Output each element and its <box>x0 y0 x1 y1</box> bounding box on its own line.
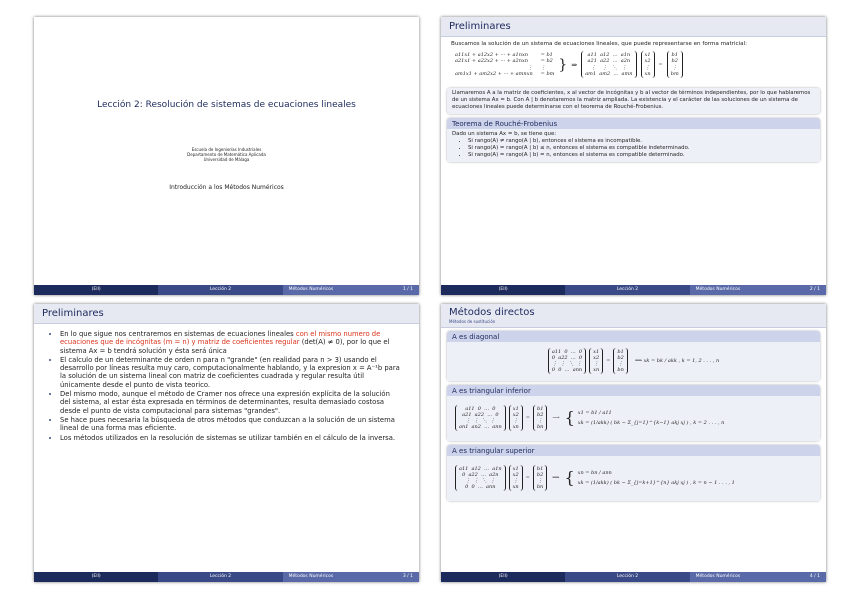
system-row: a11x1 + a12x2 + ··· + a1nxn <box>455 52 528 59</box>
system-rhs: ⋮ <box>540 64 546 71</box>
brace-icon: } <box>558 56 568 73</box>
footer-section: Lección 2 <box>158 285 282 295</box>
footer-page: 4 / 1 <box>809 574 820 579</box>
diagonal-block: A es diagonal a11 0 … 0 0 a22 … 0 ⋮ ⋮ ⋱ ⋮ 0 0 … ann x1 x2 ⋮ xn = b1 b2 ⋮ bn ⟹ xk = bk / akk , k = 1, 2 . . . , n <box>447 331 820 381</box>
footer-section: Lección 2 <box>565 572 689 582</box>
footer-page: 2 / 1 <box>809 287 820 292</box>
coefficient-matrix: a11 a12 … a1n a21 a22 … a2n ⋮ ⋮ ⋱ ⋮ am1 am2 … amn <box>581 51 636 78</box>
rhs-vector: b1 b2 ⋮ bm <box>667 51 683 78</box>
footer-course: Métodos Numéricos <box>695 287 741 292</box>
footer-author: (EII) <box>34 285 158 295</box>
upper-formula-2: xk = (1/akk) ( bk − Σ_{j=k+1}^{n} akj xj ) , k = n − 1 . . . , 1 <box>577 479 735 486</box>
slide-2[interactable] <box>441 17 826 295</box>
slide-title: Preliminares <box>34 304 419 324</box>
list-item: • Los métodos utilizados en la resolución de sistemas se utilizar también en el cálculo de la inversa. <box>60 434 401 442</box>
footer-page: 1 / 1 <box>402 287 413 292</box>
footer-author: (EII) <box>441 572 565 582</box>
theorem-item: • Si rango(A) ≠ rango(A | b), entonces el sistema es incompatible. <box>468 138 815 145</box>
institution-line: Universidad de Málaga <box>203 157 250 162</box>
footer-page: 3 / 1 <box>402 574 413 579</box>
system-row: am1x1 + am2x2 + ··· + amnxn <box>455 70 533 77</box>
footer-course: Métodos Numéricos <box>288 287 334 292</box>
institution-line: Departamento de Matemática Aplicada <box>187 152 266 157</box>
system-rhs: = bm <box>540 70 555 77</box>
upper-triangular-block: A es triangular superior a11 a12 … a1n 0 a22 … a2n ⋮ ⋮ ⋱ ⋮ 0 0 … ann x1 x2 ⋮ xn = b1 b2 ⋮ bn ⟹ { xn = bn / ann xk = (1/akk) ( bk − Σ_{j=k+1}^{n} akj xj ) , k = n − 1 . . . , 1 <box>447 445 820 501</box>
definitions-block <box>447 88 820 114</box>
intro-text: Buscamos la solución de un sistema de ecuaciones lineales, que puede representarse en forma matricial: <box>451 41 748 47</box>
bullet-list <box>34 330 419 442</box>
upper-formula-1: xn = bn / ann <box>577 470 612 477</box>
theorem-item: • Si rango(A) = rango(A | b) ≤ n, entonces el sistema es compatible indeterminado. <box>468 145 815 152</box>
slide-title: Preliminares <box>441 17 826 37</box>
footer-author: (EII) <box>34 572 158 582</box>
slide-footer <box>441 285 826 295</box>
slide-footer <box>34 572 419 582</box>
unknowns-vector: x1 x2 ⋮ xn <box>641 51 655 78</box>
course-name: Introducción a los Métodos Numéricos <box>169 184 284 191</box>
system-rhs: = b2 <box>540 58 553 65</box>
system-rhs: = b1 <box>540 52 553 59</box>
institution-line: Escuela de Ingenierías Industriales <box>191 147 262 152</box>
theorem-title: Teorema de Rouché-Frobenius <box>447 118 820 129</box>
footer-section: Lección 2 <box>158 572 282 582</box>
footer-author: (EII) <box>441 285 565 295</box>
list-item: • Se hace pues necesaria la búsqueda de otros métodos que conduzcan a la solución de un sistema lineal de una forma mas eficiente. <box>60 416 401 433</box>
matrix-system: a11x1 + a12x2 + ··· + a1nxn a21x1 + a22x2 + ··· + a2nxn ⋮ am1x1 + am2x2 + ··· + amnxn = b1 = b2 ⋮ = bm } ⇒ a11 a12 … a1n a21 a22 … a2n ⋮ ⋮ ⋱ ⋮ am1 am2 … amn x1 x2 ⋮ xn = b1 b2 ⋮ bm <box>441 48 826 78</box>
slide-3[interactable] <box>34 304 419 582</box>
slide-subtitle: Métodos de sustitución <box>449 319 496 324</box>
slide-4[interactable] <box>441 304 826 582</box>
slide-footer <box>441 572 826 582</box>
footer-course: Métodos Numéricos <box>695 574 741 579</box>
implies-icon: ⇒ <box>571 60 578 69</box>
list-item: • En lo que sigue nos centraremos en sistemas de ecuaciones lineales con el mismo numero de ecuaciones que de incógnitas (m = n) y matriz de coeficientes regular (det(A) ≠ 0), por lo que el sistema Ax = b tendrá solución y ésta será única <box>60 330 401 355</box>
theorem-block <box>447 118 820 162</box>
footer-course: Métodos Numéricos <box>288 574 334 579</box>
definitions-text: Llamaremos A a la matriz de coeficientes, x al vector de incógnitas y b al vector de términos independientes, por lo que hablaremos de un sistema Ax = b. Con A | b denotaremos la matriz ampliada. La existencia y el carácter de las soluciones de un sistema de ecuaciones lineales puede determinarse con el teorema de Rouché-Frobenius. <box>447 88 820 114</box>
diagonal-formula: ⟹ xk = bk / akk , k = 1, 2 . . . , n <box>634 357 720 364</box>
block-title: A es diagonal <box>447 331 820 342</box>
block-title: A es triangular inferior <box>447 385 820 396</box>
lower-formula-1: x1 = b1 / a11 <box>577 410 612 417</box>
lower-formula-2: xk = (1/akk) ( bk − Σ_{j=1}^{k−1} akj xj ) , k = 2 . . . , n <box>577 419 725 426</box>
system-row: a21x1 + a22x2 + ··· + a2nxn <box>455 58 528 65</box>
list-item: • Del mismo modo, aunque el método de Cramer nos ofrece una expresión explícita de la solución del sistema, al estar ésta expresada en términos de determinantes, resulta demasiado costosa desde el punto de vista computacional para sistemas "grandes". <box>60 390 401 415</box>
block-title: A es triangular superior <box>447 445 820 456</box>
footer-section: Lección 2 <box>565 285 689 295</box>
lower-triangular-block: A es triangular inferior a11 0 … 0 a21 a22 … 0 ⋮ ⋮ ⋱ ⋮ an1 an2 … ann x1 x2 ⋮ xn = b1 b2 ⋮ bn ⟶ { x1 = b1 / a11 xk = (1/akk) ( bk − Σ_{j=1}^{k−1} akj xj ) , k = 2 . . . , n <box>447 385 820 441</box>
theorem-intro: Dado un sistema Ax = b, se tiene que: <box>452 131 557 138</box>
slide-footer <box>34 285 419 295</box>
slide-title: Métodos directos <box>449 307 535 318</box>
list-item: • El calculo de un determinante de orden n para n "grande" (en realidad para n > 3) usando el desarrollo por líneas resulta muy caro, computacionalmente hablando, y la expresion x = A⁻¹b para la solución de un sistema lineal con matriz de coeficientes cuadrada y regular resulta útil únicamente desde el punto de vista teorico. <box>60 356 401 389</box>
system-row: ⋮ <box>527 64 533 71</box>
slide-1[interactable] <box>34 17 419 295</box>
slide-title: Lección 2: Resolución de sistemas de ecuaciones lineales <box>97 100 356 110</box>
theorem-item: • Si rango(A) = rango(A | b) = n, entonces el sistema es compatible determinado. <box>468 152 815 159</box>
